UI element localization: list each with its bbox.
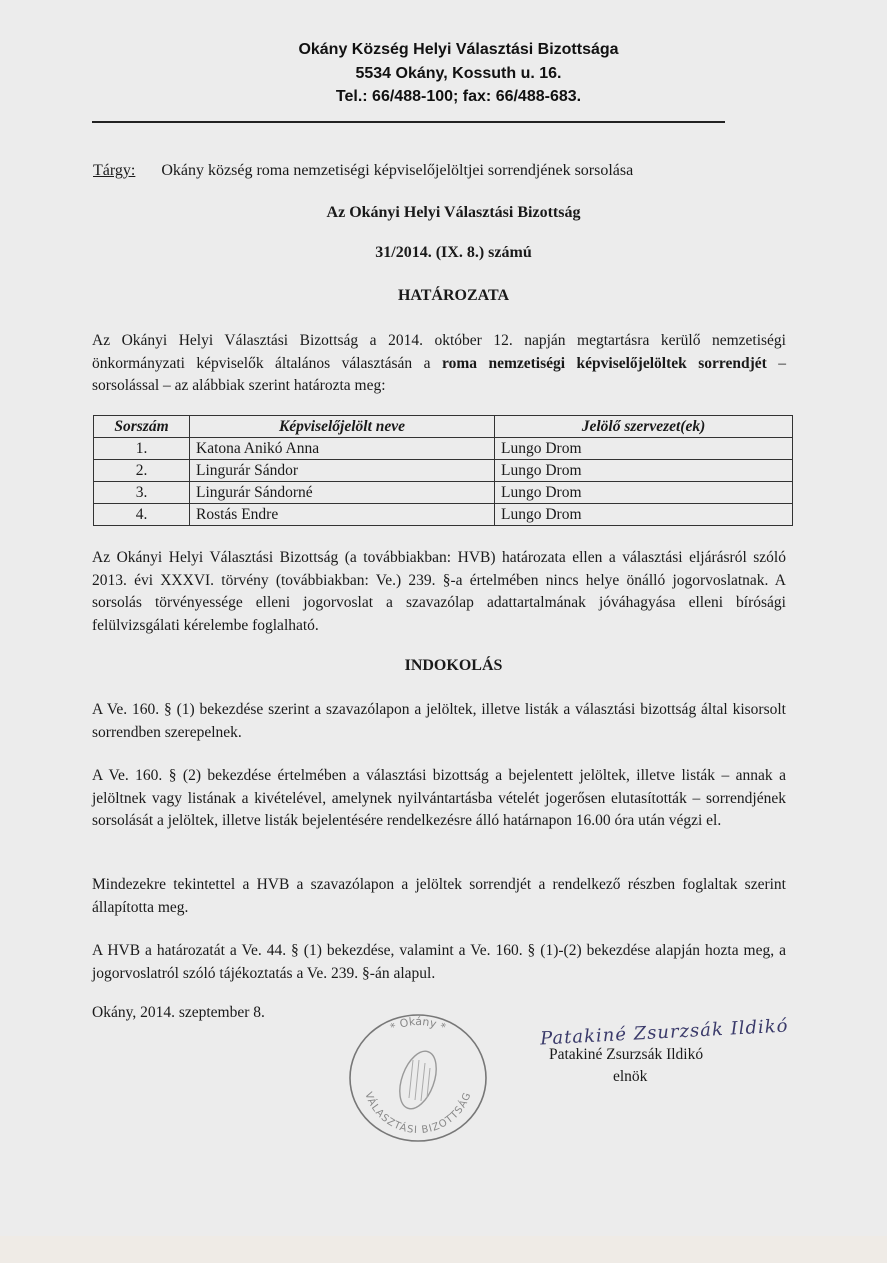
- subject-label: Tárgy:: [93, 162, 136, 179]
- signatory-name: Patakiné Zsurzsák Ildikó: [549, 1046, 704, 1063]
- cell-organization: Lungo Drom: [495, 504, 793, 526]
- subject-line: [93, 161, 633, 181]
- org-contact: Tel.: 66/488-100; fax: 66/488-683.: [335, 88, 582, 105]
- decision-number: 31/2014. (IX. 8.) számú: [375, 244, 532, 261]
- cell-number: 1.: [94, 438, 190, 460]
- cell-name: Rostás Endre: [190, 504, 495, 526]
- table-header-row: [94, 416, 793, 438]
- header-divider: [92, 121, 725, 123]
- table-row: [94, 482, 793, 504]
- reasoning-heading: INDOKOLÁS: [404, 657, 503, 674]
- date-line: Okány, 2014. szeptember 8.: [92, 1004, 265, 1021]
- org-address: 5534 Okány, Kossuth u. 16.: [355, 65, 562, 82]
- intro-text-1: Az Okányi Helyi Választási Bizottság a 2014. október 12. napján megtartásra kerülő nemzetiségi önkormányzati képviselők általános választásán a: [92, 332, 786, 372]
- candidates-table: [93, 415, 793, 526]
- decision-issuer: Az Okányi Helyi Választási Bizottság: [326, 204, 581, 221]
- official-stamp-icon: [343, 1008, 493, 1148]
- scan-bottom-edge: [0, 1236, 887, 1263]
- reasoning-paragraph: A Ve. 160. § (2) bekezdése értelmében a választási bizottság a bejelentett jelöltek, illetve listák – annak a jelöltnek vagy listának a kivételével, amelynek nyilvántartásba vételét jogerősen elutasították – sorrendjének sorsolását a jelöltek, illetve listák bejelentésére rendelkezésre álló határnapon 16.00 óra után végzi el.: [92, 767, 786, 829]
- cell-organization: Lungo Drom: [495, 460, 793, 482]
- cell-number: 3.: [94, 482, 190, 504]
- legal-remedy-paragraph: Az Okányi Helyi Választási Bizottság (a továbbiakban: HVB) határozata ellen a választási eljárásról szóló 2013. évi XXXVI. törvény (továbbiakban: Ve.) 239. §-a értelmében nincs helye önálló jogorvoslatnak. A sorsolás törvényessége elleni jogorvoslat a szavazólap adattartalmának jóváhagyása elleni bírósági felülvizsgálati kérelembe foglalható.: [92, 549, 786, 634]
- reasoning-paragraph: Mindezekre tekintettel a HVB a szavazólapon a jelöltek sorrendjét a rendelkező részben foglaltak szerint állapította meg.: [92, 876, 786, 916]
- table-row: [94, 504, 793, 526]
- svg-text:* Okány *: * Okány *: [388, 1014, 448, 1035]
- header-name: Képviselőjelölt neve: [190, 416, 495, 438]
- cell-organization: Lungo Drom: [495, 482, 793, 504]
- header-organization: Jelölő szervezet(ek): [495, 416, 793, 438]
- intro-text-2: – sorsolással – az alábbiak szerint határozta meg:: [92, 354, 787, 394]
- cell-name: Lingurár Sándorné: [190, 482, 495, 504]
- table-row: [94, 460, 793, 482]
- cell-name: Lingurár Sándor: [190, 460, 495, 482]
- header-number: Sorszám: [94, 416, 190, 438]
- cell-number: 4.: [94, 504, 190, 526]
- subject-text: Okány község roma nemzetiségi képviselőjelöltjei sorrendjének sorsolása: [161, 162, 634, 179]
- svg-text:VÁLASZTÁSI BIZOTTSÁG: VÁLASZTÁSI BIZOTTSÁG: [362, 1090, 474, 1137]
- cell-organization: Lungo Drom: [495, 438, 793, 460]
- decision-title: HATÁROZATA: [397, 287, 510, 304]
- org-name: Okány Község Helyi Választási Bizottsága: [298, 41, 619, 58]
- signatory-role: elnök: [613, 1068, 648, 1085]
- intro-paragraph: [92, 330, 786, 398]
- reasoning-paragraph: A Ve. 160. § (1) bekezdése szerint a szavazólapon a jelöltek, illetve listák a választási bizottság által kisorsolt sorrendben szerepelnek.: [92, 701, 786, 741]
- table-row: [94, 438, 793, 460]
- intro-bold: roma nemzetiségi képviselőjelöltek sorrendjét: [441, 354, 767, 372]
- handwritten-signature: Patakiné Zsurzsák Ildikó: [539, 1015, 789, 1050]
- cell-name: Katona Anikó Anna: [190, 438, 495, 460]
- reasoning-paragraph: A HVB a határozatát a Ve. 44. § (1) bekezdése, valamint a Ve. 160. § (1)-(2) bekezdése alapján hozta meg, a jogorvoslatról szóló tájékoztatás a Ve. 239. §-án alapul.: [92, 942, 786, 982]
- cell-number: 2.: [94, 460, 190, 482]
